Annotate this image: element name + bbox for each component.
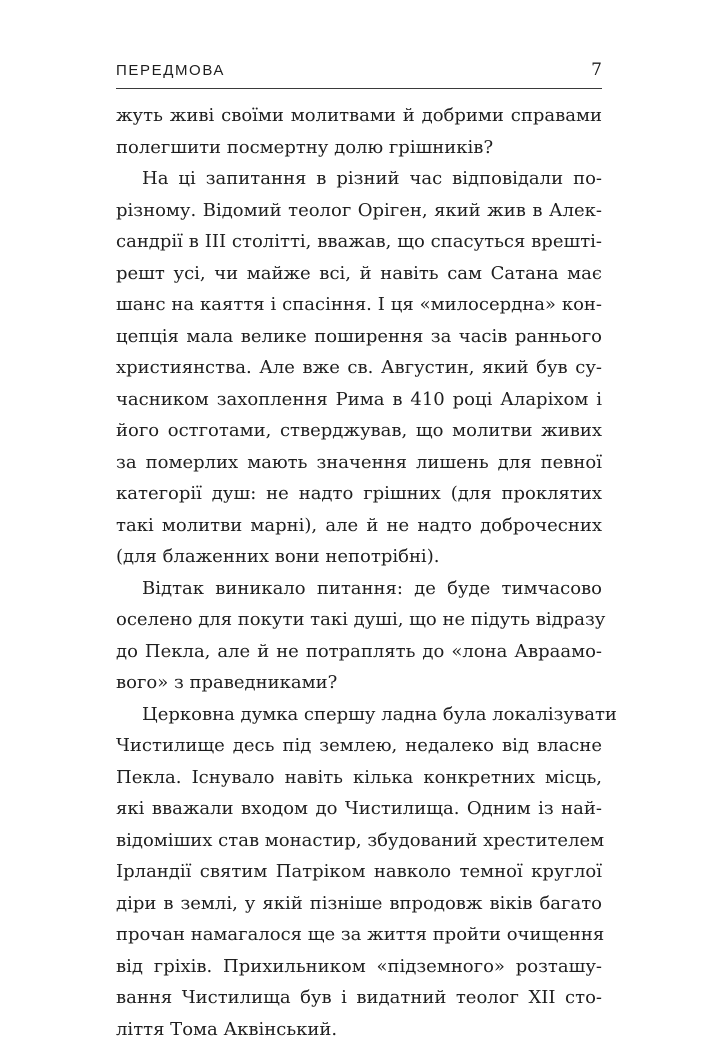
text-line: Чистилище десь під землею, недалеко від власне [116,730,602,762]
text-line: різному. Відомий теолог Оріген, який жив в Алек- [116,195,602,227]
text-line: такі молитви марні), але й не надто доброчесних [116,510,602,542]
text-line: його остготами, стверджував, що молитви живих [116,415,602,447]
paragraph [116,573,602,699]
text-line: від гріхів. Прихильником «підземного» розташу- [116,951,602,983]
text-line: прочан намагалося ще за життя пройти очищення [116,919,602,951]
text-line: Відтак виникало питання: де буде тимчасово [116,573,602,605]
text-line: за померлих мають значення лишень для певної [116,447,602,479]
text-line: ліття Тома Аквінський. [116,1014,602,1045]
text-line: вого» з праведниками? [116,667,602,699]
text-line: категорії душ: не надто грішних (для проклятих [116,478,602,510]
text-line: сандрії в III столітті, вважав, що спасуться врешті- [116,226,602,258]
text-line: вання Чистилища був і видатний теолог XII сто- [116,982,602,1014]
text-line: оселено для покути такі душі, що не підуть відразу [116,604,602,636]
text-line: полегшити посмертну долю грішників? [116,132,602,164]
text-line: діри в землі, у якій пізніше впродовж віків багато [116,888,602,920]
text-line: Пекла. Існувало навіть кілька конкретних місць, [116,762,602,794]
text-line: цепція мала велике поширення за часів раннього [116,321,602,353]
text-line: до Пекла, але й не потраплять до «лона Авраамо- [116,636,602,668]
paragraph [116,699,602,1045]
paragraph [116,163,602,573]
text-line: християнства. Але вже св. Августин, який був су- [116,352,602,384]
text-line: які вважали входом до Чистилища. Одним із най- [116,793,602,825]
text-line: На ці запитання в різний час відповідали по- [116,163,602,195]
text-line: решт усі, чи майже всі, й навіть сам Сатана має [116,258,602,290]
text-line: шанс на каяття і спасіння. І ця «милосердна» кон- [116,289,602,321]
text-line: відоміших став монастир, збудований хрестителем [116,825,602,857]
running-head [116,58,602,89]
section-title: ПЕРЕДМОВА [116,62,225,79]
text-line: Церковна думка спершу ладна була локалізувати [116,699,602,731]
text-line: Ірландії святим Патріком навколо темної круглої [116,856,602,888]
page-number: 7 [591,60,602,80]
body-text [116,100,602,1045]
text-line: часником захоплення Рима в 410 році Аларіхом і [116,384,602,416]
text-line: (для блаженних вони непотрібні). [116,541,602,573]
text-line: жуть живі своїми молитвами й добрими справами [116,100,602,132]
paragraph [116,100,602,163]
